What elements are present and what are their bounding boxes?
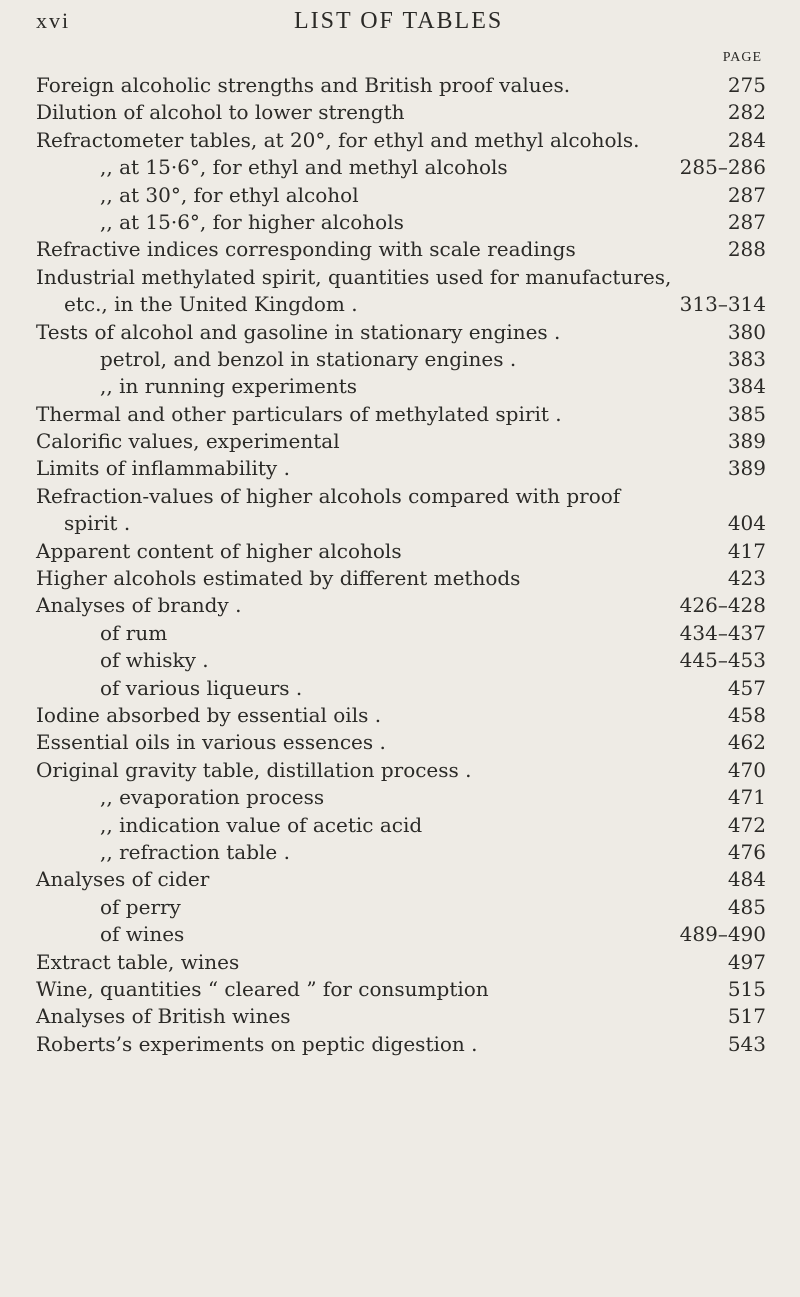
list-item (36, 455, 766, 482)
list-item (36, 866, 766, 893)
entry-title: Apparent content of higher alcohols (36, 538, 402, 563)
entry-title: Calorific values, experimental (36, 429, 340, 454)
entry-title: ,, at 30°, for ethyl alcohol (100, 182, 359, 207)
list-item (36, 127, 766, 154)
entry-page: 472 (727, 812, 766, 837)
entry-title: Extract table, wines (36, 949, 240, 974)
entry-page: 384 (727, 374, 766, 399)
list-item (36, 99, 766, 126)
entry-page: 434–437 (679, 620, 766, 645)
list-item (36, 729, 766, 756)
page-column-label: PAGE (722, 50, 762, 65)
entry-page: 417 (727, 538, 766, 563)
entry-title: Refractometer tables, at 20°, for ethyl and methyl alcohols. (36, 127, 640, 152)
entry-title: of various liqueurs . (100, 675, 303, 700)
page-number-roman: xvi (36, 8, 71, 33)
entry-title: ,, evaporation process (100, 785, 325, 810)
entry-title: Thermal and other particulars of methylated spirit . (36, 401, 562, 426)
entry-title: Analyses of cider (36, 867, 210, 892)
entry-page: 389 (727, 429, 766, 454)
entry-page: 515 (727, 976, 766, 1001)
entry-title: ,, refraction table . (100, 839, 290, 864)
list-item (36, 620, 766, 647)
entry-title: Higher alcohols estimated by different methods (36, 566, 521, 591)
table-list (36, 72, 766, 1058)
entry-title: etc., in the United Kingdom . (64, 292, 358, 317)
entry-title: Analyses of brandy . (36, 593, 242, 618)
entry-page: 423 (727, 566, 766, 591)
entry-page: 471 (727, 785, 766, 810)
running-header (36, 8, 764, 38)
list-item (36, 319, 766, 346)
entry-page: 389 (727, 456, 766, 481)
list-item (36, 784, 766, 811)
list-item (36, 812, 766, 839)
entry-title: Limits of inflammability . (36, 456, 290, 481)
entry-page: 462 (727, 730, 766, 755)
entry-title: of wines (100, 922, 185, 947)
entry-title: Dilution of alcohol to lower strength (36, 100, 405, 125)
list-item (36, 647, 766, 674)
list-item (36, 592, 766, 619)
entry-title: Analyses of British wines (36, 1004, 291, 1029)
entry-page: 457 (727, 675, 766, 700)
entry-page: 313–314 (679, 292, 766, 317)
list-item (36, 401, 766, 428)
list-item (36, 702, 766, 729)
list-item (36, 675, 766, 702)
entry-title: Refractive indices corresponding with scale readings (36, 237, 576, 262)
list-item (36, 236, 766, 263)
list-item (36, 757, 766, 784)
entry-page: 543 (727, 1031, 766, 1056)
entry-title: Tests of alcohol and gasoline in stationary engines . (36, 319, 561, 344)
entry-title: Refraction-values of higher alcohols compared with proof (36, 483, 621, 508)
entry-page: 489–490 (679, 922, 766, 947)
list-item (36, 72, 766, 99)
entry-title: Foreign alcoholic strengths and British proof values. (36, 73, 571, 97)
entry-title: Industrial methylated spirit, quantities used for manufactures, (36, 264, 672, 289)
entry-page: 285–286 (679, 155, 766, 180)
entry-page: 476 (727, 839, 766, 864)
list-item (36, 565, 766, 592)
list-item (36, 538, 766, 565)
list-item (36, 483, 766, 510)
entry-title: Wine, quantities “ cleared ” for consumption (36, 976, 489, 1001)
entry-title: Iodine absorbed by essential oils . (36, 702, 382, 727)
entry-title: Roberts’s experiments on peptic digestion . (36, 1031, 478, 1056)
entry-page: 485 (727, 894, 766, 919)
entry-title: of whisky . (100, 648, 209, 673)
entry-title: Essential oils in various essences . (36, 730, 386, 755)
list-item (36, 428, 766, 455)
entry-title: petrol, and benzol in stationary engines . (100, 346, 517, 371)
entry-title: of rum (100, 620, 168, 645)
list-item (36, 291, 766, 318)
list-item (36, 921, 766, 948)
list-item (36, 154, 766, 181)
entry-page: 497 (727, 949, 766, 974)
entry-page: 275 (727, 73, 766, 97)
entry-page: 517 (727, 1004, 766, 1029)
entry-page: 484 (727, 867, 766, 892)
entry-page: 380 (727, 319, 766, 344)
entry-title: of perry (100, 894, 181, 919)
entry-page: 287 (727, 209, 766, 234)
list-item (36, 839, 766, 866)
entry-title: ,, at 15·6°, for ethyl and methyl alcohols (100, 155, 508, 180)
list-item (36, 209, 766, 236)
list-item (36, 976, 766, 1003)
list-item (36, 182, 766, 209)
entry-page: 385 (727, 401, 766, 426)
entry-page: 426–428 (679, 593, 766, 618)
entry-page: 287 (727, 182, 766, 207)
list-item (36, 894, 766, 921)
entry-title: ,, in running experiments (100, 374, 358, 399)
entry-page: 288 (727, 237, 766, 262)
list-item (36, 346, 766, 373)
entry-page: 383 (727, 346, 766, 371)
entry-title: spirit . (64, 511, 131, 536)
list-item (36, 1031, 766, 1058)
entry-page: 445–453 (679, 648, 766, 673)
list-item (36, 949, 766, 976)
entry-page: 458 (727, 702, 766, 727)
list-item (36, 373, 766, 400)
entry-page: 470 (727, 757, 766, 782)
list-item (36, 1003, 766, 1030)
entry-page: 284 (727, 127, 766, 152)
entry-title: ,, at 15·6°, for higher alcohols (100, 209, 404, 234)
entry-page: 404 (727, 511, 766, 536)
entry-title: Original gravity table, distillation process . (36, 757, 472, 782)
list-item (36, 510, 766, 537)
running-title: LIST OF TABLES (294, 8, 504, 34)
entry-title: ,, indication value of acetic acid (100, 812, 423, 837)
list-item (36, 264, 766, 291)
entry-page: 282 (727, 100, 766, 125)
